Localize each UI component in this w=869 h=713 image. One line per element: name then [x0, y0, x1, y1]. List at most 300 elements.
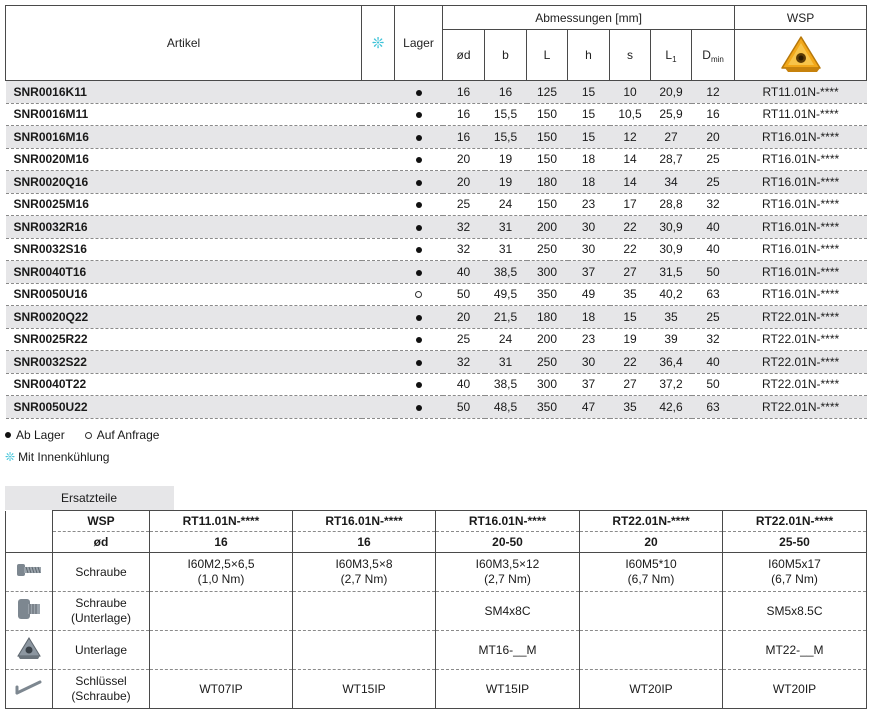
- dim-od-cell: 20: [443, 306, 485, 329]
- dim-od-cell: 16: [443, 81, 485, 104]
- header-L1-main: L: [665, 48, 673, 62]
- spare-icon-cell: [6, 553, 53, 592]
- dim-L-cell: 350: [527, 283, 568, 306]
- shim-icon: [16, 649, 42, 663]
- dim-s-cell: 22: [610, 216, 651, 239]
- spare-row: [6, 670, 867, 709]
- dim-L-cell: 180: [527, 306, 568, 329]
- empty-dot-icon: [85, 432, 92, 439]
- spare-label-line: (Schraube): [71, 689, 131, 703]
- key-icon: [14, 686, 44, 700]
- filled-dot-icon: [416, 405, 422, 411]
- spare-label-cell: [53, 670, 150, 709]
- filled-dot-icon: [416, 225, 422, 231]
- header-Dmin: [692, 30, 735, 81]
- spare-value-cell: [723, 592, 867, 631]
- spare-value-line: I60M5*10: [625, 557, 677, 571]
- spare-parts-table: [5, 510, 867, 709]
- dim-h-cell: 30: [568, 238, 610, 261]
- spare-value-line: WT07IP: [199, 681, 243, 696]
- dim-Dmin-cell: 50: [692, 261, 735, 284]
- spare-value-cell: [436, 553, 580, 592]
- artikel-cell: SNR0016M16: [6, 126, 362, 149]
- spare-value-cell: [580, 553, 723, 592]
- spare-value-cell: [436, 631, 580, 670]
- header-L1-sub: 1: [672, 55, 677, 64]
- dim-s-cell: 10,5: [610, 103, 651, 126]
- cooling-cell: [362, 193, 395, 216]
- dim-s-cell: 22: [610, 238, 651, 261]
- spare-parts-tab: Ersatzteile: [5, 486, 174, 510]
- dim-b-cell: 38,5: [485, 373, 527, 396]
- dim-Dmin-cell: 25: [692, 306, 735, 329]
- spare-label-cell: [53, 553, 150, 592]
- dim-Dmin-cell: 40: [692, 216, 735, 239]
- dim-od-cell: 32: [443, 238, 485, 261]
- spare-icon-cell: [6, 670, 53, 709]
- dim-h-cell: 49: [568, 283, 610, 306]
- spare-value-line: I60M3,5×8: [335, 557, 393, 571]
- artikel-cell: SNR0020Q22: [6, 306, 362, 329]
- dim-L1-cell: 28,8: [651, 193, 692, 216]
- lager-cell: [395, 306, 443, 329]
- spare-parts-section: [5, 510, 866, 709]
- table-row: [6, 261, 867, 284]
- wsp-cell: RT16.01N-****: [735, 193, 867, 216]
- artikel-cell: SNR0025M16: [6, 193, 362, 216]
- table-row: [6, 396, 867, 419]
- header-Dmin-main: D: [702, 48, 711, 62]
- spare-col-wsp: RT16.01N-****: [293, 511, 436, 532]
- dim-L-cell: 150: [527, 148, 568, 171]
- dim-od-cell: 25: [443, 193, 485, 216]
- legend-ab-lager: [5, 428, 65, 442]
- wsp-cell: RT11.01N-****: [735, 81, 867, 104]
- spare-value-line: (2,7 Nm): [340, 572, 388, 586]
- dim-h-cell: 30: [568, 216, 610, 239]
- lager-cell: [395, 396, 443, 419]
- spare-value-line: SM4x8C: [484, 603, 531, 618]
- dim-Dmin-cell: 40: [692, 238, 735, 261]
- lager-cell: [395, 193, 443, 216]
- artikel-cell: SNR0040T16: [6, 261, 362, 284]
- dim-od-cell: 20: [443, 171, 485, 194]
- dim-h-cell: 15: [568, 126, 610, 149]
- spare-header-od: ød: [53, 532, 150, 553]
- header-s: s: [610, 30, 651, 81]
- cooling-icon: ❊: [5, 450, 16, 464]
- header-L: L: [527, 30, 568, 81]
- dim-L1-cell: 34: [651, 171, 692, 194]
- lager-cell: [395, 261, 443, 284]
- dim-od-cell: 20: [443, 148, 485, 171]
- table-row: [6, 216, 867, 239]
- spare-col-wsp: RT16.01N-****: [436, 511, 580, 532]
- dim-L1-cell: 42,6: [651, 396, 692, 419]
- dim-L1-cell: 36,4: [651, 351, 692, 374]
- spare-value-line: I60M3,5×12: [475, 557, 540, 571]
- spare-value-cell: [580, 631, 723, 670]
- dim-L1-cell: 20,9: [651, 81, 692, 104]
- table-row: [6, 148, 867, 171]
- dim-s-cell: 15: [610, 306, 651, 329]
- spare-header-blank: [6, 511, 53, 553]
- spare-col-od: 16: [150, 532, 293, 553]
- spare-value-line: (6,7 Nm): [771, 572, 818, 586]
- spare-value-line: WT20IP: [629, 681, 673, 696]
- spare-label-line: Schlüssel: [75, 674, 127, 688]
- spare-header-wsp: WSP: [53, 511, 150, 532]
- article-table: [5, 5, 867, 419]
- spare-value-cell: [293, 631, 436, 670]
- lager-cell: [395, 283, 443, 306]
- dim-Dmin-cell: 16: [692, 103, 735, 126]
- header-wsp-image: [735, 30, 867, 81]
- cooling-cell: [362, 261, 395, 284]
- dim-b-cell: 31: [485, 351, 527, 374]
- dim-od-cell: 16: [443, 126, 485, 149]
- dim-s-cell: 27: [610, 373, 651, 396]
- artikel-cell: SNR0020Q16: [6, 171, 362, 194]
- dim-h-cell: 15: [568, 81, 610, 104]
- dim-s-cell: 12: [610, 126, 651, 149]
- dim-L1-cell: 30,9: [651, 238, 692, 261]
- dim-s-cell: 35: [610, 283, 651, 306]
- cooling-cell: [362, 238, 395, 261]
- dim-b-cell: 24: [485, 193, 527, 216]
- header-artikel: Artikel: [6, 6, 362, 81]
- dim-od-cell: 40: [443, 373, 485, 396]
- dim-L1-cell: 28,7: [651, 148, 692, 171]
- dim-b-cell: 38,5: [485, 261, 527, 284]
- spare-value-cell: [580, 670, 723, 709]
- dim-h-cell: 30: [568, 351, 610, 374]
- dim-s-cell: 10: [610, 81, 651, 104]
- artikel-cell: SNR0016K11: [6, 81, 362, 104]
- spare-icon-cell: [6, 592, 53, 631]
- table-row: [6, 193, 867, 216]
- dim-b-cell: 24: [485, 328, 527, 351]
- spare-value-cell: [150, 631, 293, 670]
- dim-b-cell: 19: [485, 171, 527, 194]
- wsp-cell: RT22.01N-****: [735, 396, 867, 419]
- cooling-cell: [362, 81, 395, 104]
- dim-Dmin-cell: 32: [692, 328, 735, 351]
- lager-cell: [395, 126, 443, 149]
- cooling-cell: [362, 126, 395, 149]
- dim-L1-cell: 35: [651, 306, 692, 329]
- dim-h-cell: 23: [568, 328, 610, 351]
- legend-innenkuehlung: [5, 450, 109, 464]
- dim-L-cell: 200: [527, 216, 568, 239]
- cooling-cell: [362, 103, 395, 126]
- spare-value-cell: [293, 670, 436, 709]
- cooling-cell: [362, 148, 395, 171]
- spare-row: [6, 592, 867, 631]
- filled-dot-icon: [416, 315, 422, 321]
- table-row: [6, 238, 867, 261]
- table-row: [6, 373, 867, 396]
- header-L1: [651, 30, 692, 81]
- header-Dmin-sub: min: [710, 55, 724, 64]
- table-row: [6, 103, 867, 126]
- dim-s-cell: 14: [610, 148, 651, 171]
- wsp-cell: RT16.01N-****: [735, 238, 867, 261]
- spare-row: [6, 631, 867, 670]
- dim-od-cell: 16: [443, 103, 485, 126]
- dim-L-cell: 300: [527, 261, 568, 284]
- dim-L-cell: 250: [527, 351, 568, 374]
- wsp-cell: RT22.01N-****: [735, 373, 867, 396]
- header-b: b: [485, 30, 527, 81]
- dim-h-cell: 18: [568, 148, 610, 171]
- artikel-cell: SNR0050U16: [6, 283, 362, 306]
- artikel-cell: SNR0020M16: [6, 148, 362, 171]
- table-row: [6, 171, 867, 194]
- dim-L1-cell: 40,2: [651, 283, 692, 306]
- spare-value-line: SM5x8.5C: [766, 603, 823, 618]
- spare-value-cell: [723, 553, 867, 592]
- shim-screw-icon: [14, 611, 44, 625]
- dim-L1-cell: 31,5: [651, 261, 692, 284]
- dim-L1-cell: 27: [651, 126, 692, 149]
- dim-L-cell: 150: [527, 193, 568, 216]
- table-row: [6, 328, 867, 351]
- spare-col-od: 25-50: [723, 532, 867, 553]
- dim-L1-cell: 25,9: [651, 103, 692, 126]
- spare-value-line: (6,7 Nm): [627, 572, 675, 586]
- table-row: [6, 126, 867, 149]
- spare-value-line: (1,0 Nm): [197, 572, 245, 586]
- lager-cell: [395, 351, 443, 374]
- dim-L-cell: 125: [527, 81, 568, 104]
- cooling-cell: [362, 396, 395, 419]
- spare-col-wsp: RT11.01N-****: [150, 511, 293, 532]
- dim-Dmin-cell: 63: [692, 283, 735, 306]
- legend-ab-lager-label: Ab Lager: [16, 428, 65, 442]
- wsp-cell: RT16.01N-****: [735, 171, 867, 194]
- dim-L-cell: 150: [527, 126, 568, 149]
- dim-b-cell: 15,5: [485, 103, 527, 126]
- dim-Dmin-cell: 12: [692, 81, 735, 104]
- empty-dot-icon: [415, 291, 422, 298]
- lager-cell: [395, 373, 443, 396]
- cooling-cell: [362, 283, 395, 306]
- spare-value-line: I60M5x17: [768, 557, 821, 571]
- spare-icon-cell: [6, 631, 53, 670]
- wsp-cell: RT22.01N-****: [735, 306, 867, 329]
- dim-h-cell: 23: [568, 193, 610, 216]
- dim-L-cell: 180: [527, 171, 568, 194]
- dim-Dmin-cell: 25: [692, 171, 735, 194]
- dim-Dmin-cell: 20: [692, 126, 735, 149]
- legend: [5, 424, 179, 468]
- table-row: [6, 81, 867, 104]
- table-row: [6, 306, 867, 329]
- header-lager: Lager: [395, 6, 443, 81]
- artikel-cell: SNR0032S22: [6, 351, 362, 374]
- dim-L-cell: 200: [527, 328, 568, 351]
- dim-od-cell: 32: [443, 216, 485, 239]
- dim-b-cell: 21,5: [485, 306, 527, 329]
- dim-h-cell: 15: [568, 103, 610, 126]
- dim-h-cell: 37: [568, 261, 610, 284]
- cooling-cell: [362, 351, 395, 374]
- artikel-cell: SNR0016M11: [6, 103, 362, 126]
- dim-L-cell: 350: [527, 396, 568, 419]
- dim-h-cell: 47: [568, 396, 610, 419]
- spare-col-wsp: RT22.01N-****: [723, 511, 867, 532]
- spare-label-cell: [53, 631, 150, 670]
- dim-b-cell: 49,5: [485, 283, 527, 306]
- artikel-cell: SNR0032S16: [6, 238, 362, 261]
- dim-od-cell: 32: [443, 351, 485, 374]
- spare-label-line: Unterlage: [74, 642, 128, 657]
- spare-value-cell: [580, 592, 723, 631]
- article-table-section: [5, 5, 866, 419]
- dim-Dmin-cell: 50: [692, 373, 735, 396]
- spare-value-line: WT20IP: [772, 681, 817, 696]
- dim-h-cell: 18: [568, 171, 610, 194]
- dim-od-cell: 50: [443, 283, 485, 306]
- dim-L-cell: 250: [527, 238, 568, 261]
- insert-icon: [779, 34, 823, 74]
- filled-dot-icon: [416, 180, 422, 186]
- screw-icon: [14, 570, 44, 584]
- dim-od-cell: 50: [443, 396, 485, 419]
- legend-auf-anfrage: [85, 428, 160, 442]
- filled-dot-icon: [416, 247, 422, 253]
- filled-dot-icon: [416, 360, 422, 366]
- dim-L1-cell: 30,9: [651, 216, 692, 239]
- filled-dot-icon: [416, 90, 422, 96]
- wsp-cell: RT16.01N-****: [735, 261, 867, 284]
- spare-value-cell: [723, 631, 867, 670]
- lager-cell: [395, 103, 443, 126]
- wsp-cell: RT16.01N-****: [735, 126, 867, 149]
- dim-Dmin-cell: 63: [692, 396, 735, 419]
- dim-Dmin-cell: 32: [692, 193, 735, 216]
- cooling-cell: [362, 373, 395, 396]
- spare-value-line: MT22-__M: [765, 642, 824, 657]
- lager-cell: [395, 328, 443, 351]
- dim-L-cell: 300: [527, 373, 568, 396]
- filled-dot-icon: [416, 135, 422, 141]
- cooling-cell: [362, 328, 395, 351]
- dim-od-cell: 25: [443, 328, 485, 351]
- lager-cell: [395, 171, 443, 194]
- dim-s-cell: 27: [610, 261, 651, 284]
- cooling-cell: [362, 171, 395, 194]
- spare-col-od: 20-50: [436, 532, 580, 553]
- header-wsp: WSP: [735, 6, 867, 30]
- cooling-cell: [362, 306, 395, 329]
- wsp-cell: RT22.01N-****: [735, 351, 867, 374]
- dim-s-cell: 17: [610, 193, 651, 216]
- spare-value-cell: [723, 670, 867, 709]
- lager-cell: [395, 216, 443, 239]
- spare-value-cell: [293, 592, 436, 631]
- dim-Dmin-cell: 25: [692, 148, 735, 171]
- dim-L1-cell: 39: [651, 328, 692, 351]
- wsp-cell: RT22.01N-****: [735, 328, 867, 351]
- lager-cell: [395, 81, 443, 104]
- dim-b-cell: 15,5: [485, 126, 527, 149]
- artikel-cell: SNR0040T22: [6, 373, 362, 396]
- dim-b-cell: 31: [485, 238, 527, 261]
- spare-row: [6, 553, 867, 592]
- legend-auf-anfrage-label: Auf Anfrage: [96, 428, 160, 442]
- spare-value-line: WT15IP: [342, 681, 386, 696]
- dim-h-cell: 37: [568, 373, 610, 396]
- dim-L1-cell: 37,2: [651, 373, 692, 396]
- artikel-cell: SNR0025R22: [6, 328, 362, 351]
- filled-dot-icon: [416, 270, 422, 276]
- wsp-cell: RT11.01N-****: [735, 103, 867, 126]
- spare-col-wsp: RT22.01N-****: [580, 511, 723, 532]
- spare-value-cell: [436, 670, 580, 709]
- filled-dot-icon: [416, 112, 422, 118]
- dim-b-cell: 16: [485, 81, 527, 104]
- dim-b-cell: 19: [485, 148, 527, 171]
- spare-value-line: MT16-__M: [478, 642, 537, 657]
- filled-dot-icon: [416, 157, 422, 163]
- dim-s-cell: 14: [610, 171, 651, 194]
- table-row: [6, 351, 867, 374]
- spare-label-line: Schraube: [75, 564, 127, 579]
- legend-innenkuehlung-label: Mit Innenkühlung: [18, 450, 110, 464]
- spare-col-od: 20: [580, 532, 723, 553]
- header-h: h: [568, 30, 610, 81]
- artikel-cell: SNR0032R16: [6, 216, 362, 239]
- spare-col-od: 16: [293, 532, 436, 553]
- dim-s-cell: 22: [610, 351, 651, 374]
- cooling-cell: [362, 216, 395, 239]
- spare-value-line: (2,7 Nm): [484, 572, 531, 586]
- dim-s-cell: 35: [610, 396, 651, 419]
- filled-dot-icon: [416, 382, 422, 388]
- filled-dot-icon: [5, 432, 11, 438]
- spare-value-cell: [293, 553, 436, 592]
- spare-value-line: WT15IP: [485, 681, 530, 696]
- header-od: ød: [443, 30, 485, 81]
- wsp-cell: RT16.01N-****: [735, 216, 867, 239]
- dim-od-cell: 40: [443, 261, 485, 284]
- spare-label-cell: [53, 592, 150, 631]
- wsp-cell: RT16.01N-****: [735, 148, 867, 171]
- header-abmessungen: Abmessungen [mm]: [443, 6, 735, 30]
- lager-cell: [395, 238, 443, 261]
- spare-value-cell: [150, 553, 293, 592]
- dim-b-cell: 31: [485, 216, 527, 239]
- lager-cell: [395, 148, 443, 171]
- wsp-cell: RT16.01N-****: [735, 283, 867, 306]
- header-cooling-icon: [362, 6, 395, 81]
- artikel-cell: SNR0050U22: [6, 396, 362, 419]
- cooling-icon: ❊: [371, 35, 385, 52]
- spare-value-cell: [150, 670, 293, 709]
- dim-b-cell: 48,5: [485, 396, 527, 419]
- spare-value-line: I60M2,5×6,5: [187, 557, 255, 571]
- dim-h-cell: 18: [568, 306, 610, 329]
- dim-Dmin-cell: 40: [692, 351, 735, 374]
- filled-dot-icon: [416, 337, 422, 343]
- table-row: [6, 283, 867, 306]
- dim-L-cell: 150: [527, 103, 568, 126]
- spare-label-line: Schraube: [75, 596, 127, 610]
- spare-value-cell: [436, 592, 580, 631]
- spare-label-line: (Unterlage): [70, 611, 132, 625]
